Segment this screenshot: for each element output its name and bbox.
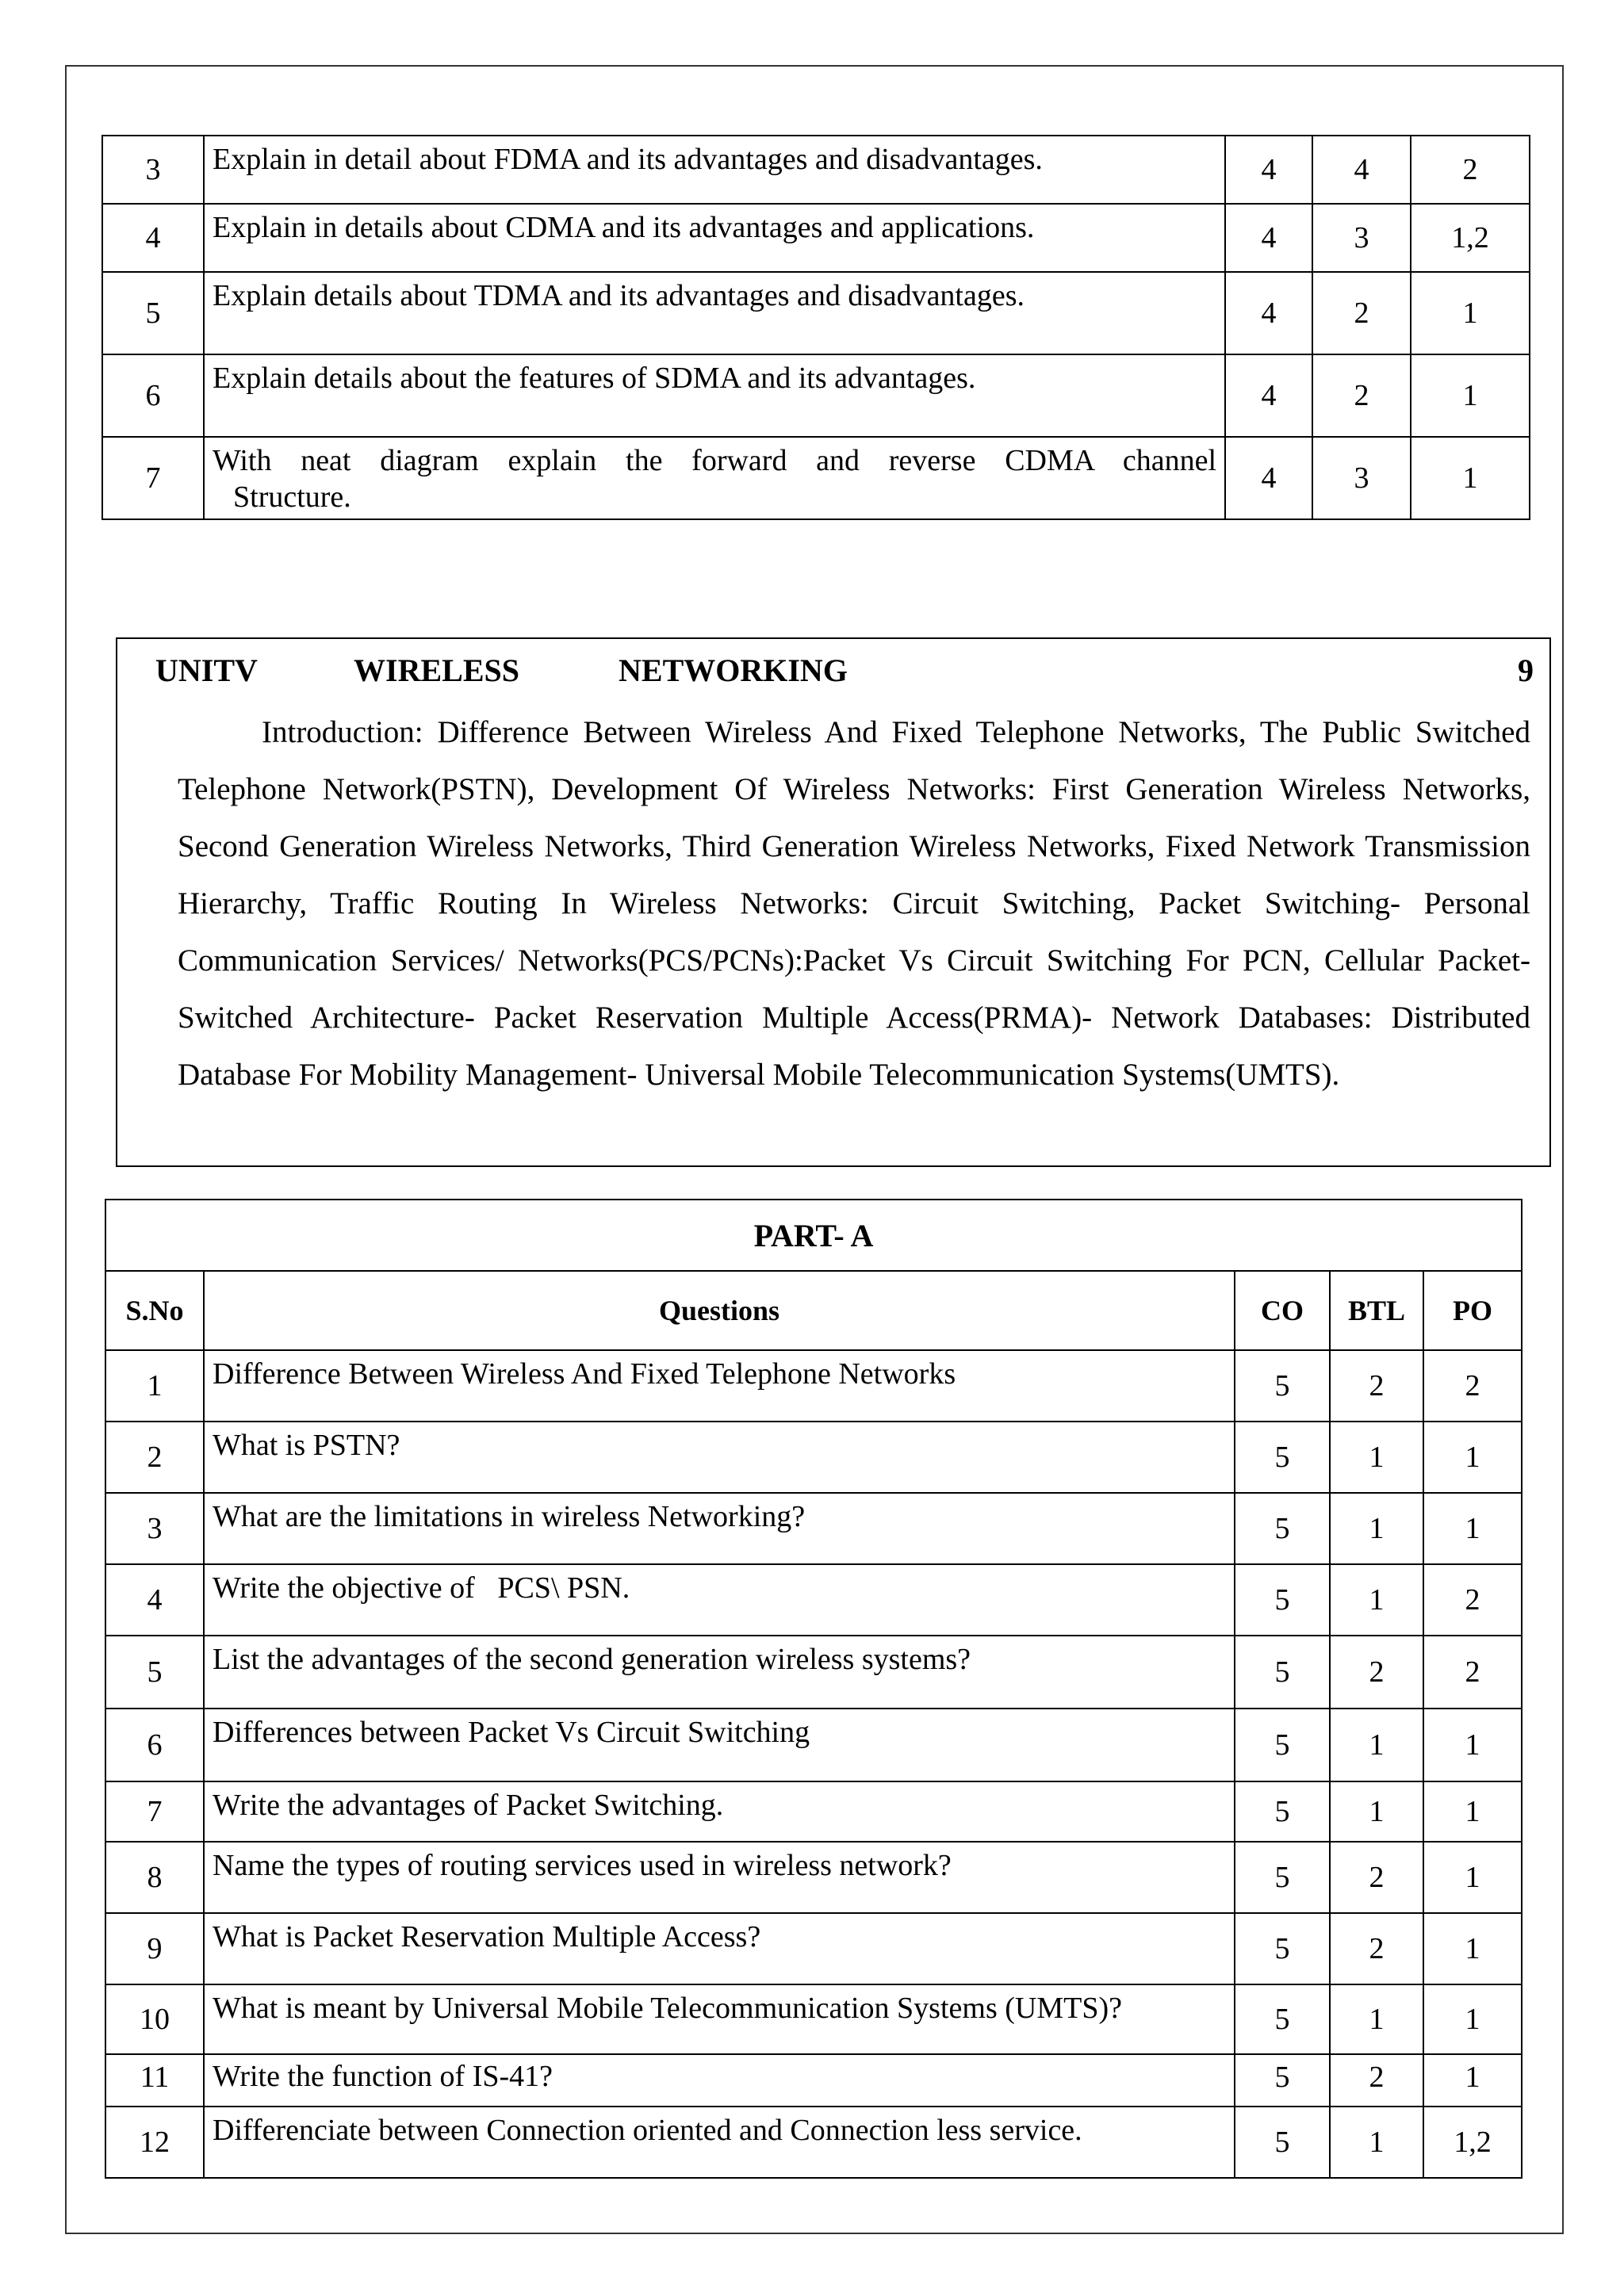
question-cell: Write the function of IS-41?	[204, 2054, 1235, 2107]
question-line: Structure.	[233, 480, 351, 514]
btl-cell: 1	[1330, 1564, 1423, 1636]
question-cell: Differenciate between Connection oriented and Connection less service.	[204, 2107, 1235, 2178]
unit-syllabus-box	[116, 637, 1551, 1167]
co-cell: 4	[1225, 272, 1312, 354]
question-cell: Difference Between Wireless And Fixed Telephone Networks	[204, 1350, 1235, 1422]
po-cell: 1	[1411, 272, 1530, 354]
question-cell	[204, 437, 1225, 519]
co-cell: 5	[1235, 1842, 1330, 1913]
table-row	[105, 1493, 1522, 1564]
po-cell: 1	[1411, 354, 1530, 437]
question-cell: What is meant by Universal Mobile Telecommunication Systems (UMTS)?	[204, 1984, 1235, 2054]
question-cell: Name the types of routing services used in wireless network?	[204, 1842, 1235, 1913]
sno-cell: 7	[105, 1781, 204, 1842]
po-cell: 1	[1423, 1493, 1522, 1564]
table-row	[105, 1564, 1522, 1636]
unit-heading	[155, 652, 1534, 696]
table-header-row	[105, 1271, 1522, 1350]
table-row	[102, 354, 1530, 437]
co-cell: 5	[1235, 1781, 1330, 1842]
po-cell: 1	[1423, 1842, 1522, 1913]
sno-cell: 1	[105, 1350, 204, 1422]
po-cell: 1	[1411, 437, 1530, 519]
po-cell: 1	[1423, 1913, 1522, 1984]
co-cell: 5	[1235, 1636, 1330, 1709]
btl-cell: 1	[1330, 1709, 1423, 1781]
po-cell: 1	[1423, 1422, 1522, 1493]
question-cell: List the advantages of the second generation wireless systems?	[204, 1636, 1235, 1709]
question-cell: Differences between Packet Vs Circuit Switching	[204, 1709, 1235, 1781]
co-cell: 5	[1235, 1984, 1330, 2054]
table-row	[105, 1913, 1522, 1984]
co-cell: 5	[1235, 1422, 1330, 1493]
co-cell: 4	[1225, 136, 1312, 204]
table-row	[105, 1350, 1522, 1422]
btl-cell: 2	[1330, 1913, 1423, 1984]
question-cell: What is PSTN?	[204, 1422, 1235, 1493]
co-cell: 5	[1235, 1493, 1330, 1564]
btl-cell: 4	[1312, 136, 1411, 204]
header-sno: S.No	[105, 1271, 204, 1350]
co-cell: 5	[1235, 1913, 1330, 1984]
po-cell: 2	[1423, 1350, 1522, 1422]
btl-cell: 1	[1330, 2107, 1423, 2178]
sno-cell: 11	[105, 2054, 204, 2107]
part-a-table	[105, 1199, 1522, 2179]
sno-cell: 5	[102, 272, 204, 354]
table-row	[105, 1781, 1522, 1842]
table-row	[105, 1200, 1522, 1271]
part-a-title: PART- A	[105, 1200, 1522, 1271]
question-cell: Write the objective of PCS\ PSN.	[204, 1564, 1235, 1636]
table-row	[105, 2107, 1522, 2178]
po-cell: 1	[1423, 1984, 1522, 2054]
co-cell: 5	[1235, 1350, 1330, 1422]
header-po: PO	[1423, 1271, 1522, 1350]
unit-syllabus	[178, 704, 1530, 1104]
po-cell: 2	[1423, 1564, 1522, 1636]
btl-cell: 1	[1330, 1984, 1423, 2054]
po-cell: 2	[1411, 136, 1530, 204]
question-cell: Write the advantages of Packet Switching.	[204, 1781, 1235, 1842]
question-cell: Explain in details about CDMA and its advantages and applications.	[204, 204, 1225, 272]
question-cell: Explain details about TDMA and its advantages and disadvantages.	[204, 272, 1225, 354]
question-cell: Explain details about the features of SDMA and its advantages.	[204, 354, 1225, 437]
syllabus-text: Introduction: Difference Between Wireless And Fixed Telephone Networks, The Public Switched Telephone Network(PSTN), Development Of Wireless Networks: First Generation Wireless Networks, Second Generation Wireless Networks, Third Generation Wireless Networks, Fixed Network Transmission Hierarchy, Traffic Routing In Wireless Networks: Circuit Switching, Packet Switching- Personal Communication Services/ Networks(PCS/PCNs):Packet Vs Circuit Switching For PCN, Cellular Packet- Switched Architecture- Packet Reservation Multiple Access(PRMA)- Network Databases: Distributed Database For Mobility Management- Universal Mobile Telecommunication Systems(UMTS).	[178, 715, 1530, 1092]
question-cell: What are the limitations in wireless Networking?	[204, 1493, 1235, 1564]
co-cell: 5	[1235, 1709, 1330, 1781]
sno-cell: 12	[105, 2107, 204, 2178]
table-row	[102, 437, 1530, 519]
btl-cell: 2	[1330, 2054, 1423, 2107]
sno-cell: 3	[102, 136, 204, 204]
sno-cell: 4	[105, 1564, 204, 1636]
sno-cell: 6	[105, 1709, 204, 1781]
co-cell: 4	[1225, 437, 1312, 519]
question-cell: Explain in detail about FDMA and its advantages and disadvantages.	[204, 136, 1225, 204]
header-co: CO	[1235, 1271, 1330, 1350]
po-cell: 2	[1423, 1636, 1522, 1709]
sno-cell: 2	[105, 1422, 204, 1493]
sno-cell: 3	[105, 1493, 204, 1564]
btl-cell: 1	[1330, 1422, 1423, 1493]
po-cell: 1	[1423, 1781, 1522, 1842]
co-cell: 5	[1235, 2054, 1330, 2107]
co-cell: 5	[1235, 1564, 1330, 1636]
table-row	[105, 1984, 1522, 2054]
table-row	[105, 1636, 1522, 1709]
co-cell: 4	[1225, 354, 1312, 437]
sno-cell: 10	[105, 1984, 204, 2054]
po-cell: 1	[1423, 2054, 1522, 2107]
unit-title-word: WIRELESS	[354, 652, 519, 688]
table-row	[105, 1709, 1522, 1781]
sno-cell: 4	[102, 204, 204, 272]
table-row	[102, 272, 1530, 354]
table-row	[105, 2054, 1522, 2107]
sno-cell: 8	[105, 1842, 204, 1913]
unit-title-word: NETWORKING	[619, 652, 848, 688]
table-row	[105, 1422, 1522, 1493]
table-row	[102, 136, 1530, 204]
sno-cell: 7	[102, 437, 204, 519]
table-row	[105, 1842, 1522, 1913]
po-cell: 1,2	[1423, 2107, 1522, 2178]
unit-hours: 9	[1518, 652, 1534, 688]
header-btl: BTL	[1330, 1271, 1423, 1350]
btl-cell: 1	[1330, 1781, 1423, 1842]
sno-cell: 5	[105, 1636, 204, 1709]
btl-cell: 2	[1312, 354, 1411, 437]
btl-cell: 3	[1312, 204, 1411, 272]
co-cell: 4	[1225, 204, 1312, 272]
co-cell: 5	[1235, 2107, 1330, 2178]
btl-cell: 2	[1330, 1842, 1423, 1913]
po-cell: 1,2	[1411, 204, 1530, 272]
header-questions: Questions	[204, 1271, 1235, 1350]
sno-cell: 6	[102, 354, 204, 437]
question-cell: What is Packet Reservation Multiple Access?	[204, 1913, 1235, 1984]
sno-cell: 9	[105, 1913, 204, 1984]
po-cell: 1	[1423, 1709, 1522, 1781]
btl-cell: 3	[1312, 437, 1411, 519]
unit-label: UNITV	[155, 652, 258, 688]
btl-cell: 1	[1330, 1493, 1423, 1564]
unit4-question-table	[102, 135, 1530, 520]
question-line: With neat diagram explain the forward and reverse CDMA channel	[213, 444, 1216, 477]
btl-cell: 2	[1330, 1350, 1423, 1422]
table-row	[102, 204, 1530, 272]
btl-cell: 2	[1312, 272, 1411, 354]
btl-cell: 2	[1330, 1636, 1423, 1709]
